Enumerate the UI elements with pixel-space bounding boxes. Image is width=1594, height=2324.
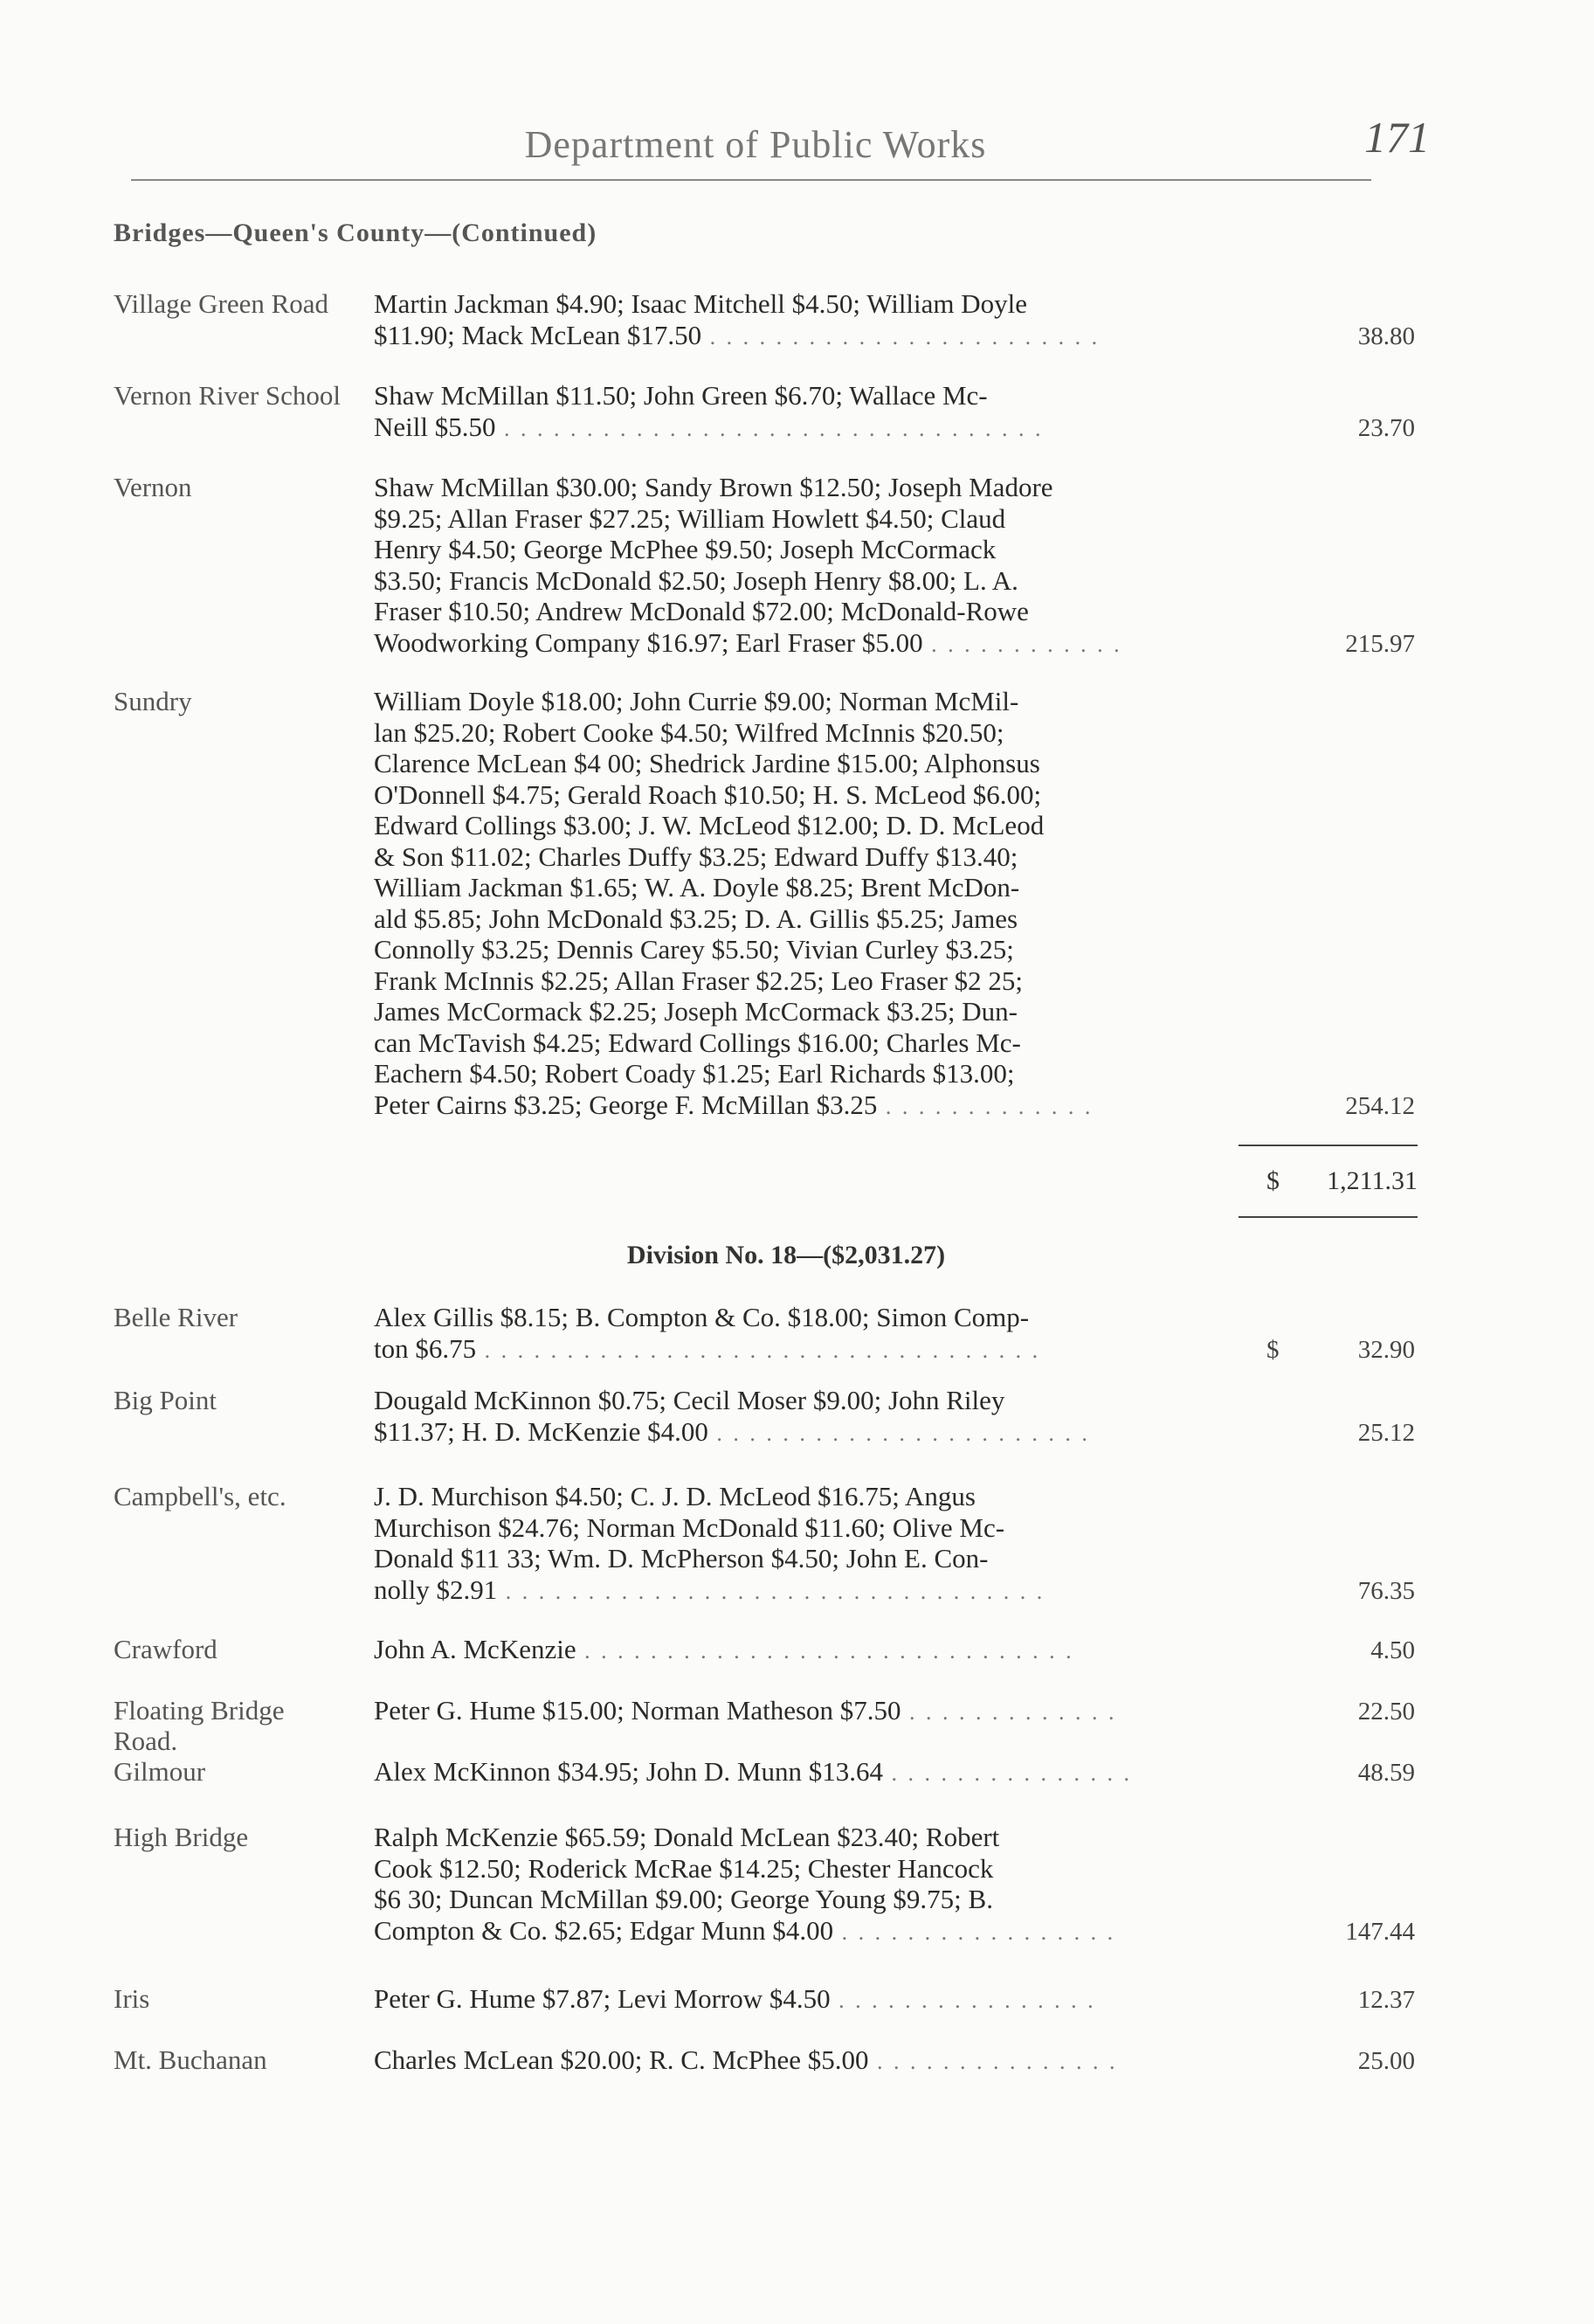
entry-amount: 254.12	[1345, 1091, 1415, 1120]
line-text: O'Donnell $4.75; Gerald Roach $10.50; H. S. McLeod $6.00;	[374, 778, 1042, 810]
entry-amount: 25.00	[1357, 2047, 1415, 2075]
entry-location: Campbell's, etc.	[114, 1481, 286, 1511]
line-text: Clarence McLean $4 00; Shedrick Jardine $15.00; Alphonsus	[374, 748, 1040, 778]
entry-location: Sundry	[114, 686, 192, 716]
description-line	[374, 288, 1247, 320]
line-text: can McTavish $4.25; Edward Collings $16.00; Charles Mc-	[374, 1027, 1021, 1058]
entry-amount: 4.50	[1370, 1636, 1415, 1664]
entry-amount: 12.37	[1357, 1986, 1415, 2014]
entry-amount: 147.44	[1345, 1917, 1415, 1946]
entry-location: Vernon	[114, 472, 192, 502]
description-line	[374, 596, 1247, 627]
entry-currency: $	[1266, 1335, 1280, 1364]
entry-description	[374, 1695, 1247, 1728]
entry-amount: 215.97	[1345, 629, 1415, 658]
line-text: Shaw McMillan $11.50; John Green $6.70; Wallace Mc-	[374, 380, 988, 411]
line-text: Fraser $10.50; Andrew McDonald $72.00; McDonald-Rowe	[374, 596, 1029, 626]
division-heading: Division No. 18—($2,031.27)	[626, 1241, 946, 1269]
entry-location: Belle River	[114, 1302, 238, 1332]
entry-description	[374, 1756, 1247, 1789]
line-text: Martin Jackman $4.90; Isaac Mitchell $4.50; William Doyle	[374, 288, 1028, 319]
description-line	[374, 1512, 1247, 1544]
entry-description	[374, 686, 1247, 1122]
description-line	[374, 380, 1247, 412]
line-text: $11.37; H. D. McKenzie $4.00	[374, 1415, 708, 1447]
line-text: Alex Gillis $8.15; B. Compton & Co. $18.00; Simon Comp-	[374, 1302, 1030, 1332]
entry-description	[374, 2044, 1247, 2078]
description-line	[374, 1416, 1247, 1449]
dot-leader: . . . . . . . . . . . . . . . .	[830, 1988, 1096, 2013]
description-line	[374, 1983, 1247, 2016]
running-header-title: Department of Public Works	[524, 123, 987, 166]
header-rule	[131, 179, 1371, 181]
line-text: J. D. Murchison $4.50; C. J. D. McLeod $16.75; Angus	[374, 1481, 976, 1511]
line-text: Henry $4.50; George McPhee $9.50; Joseph McCormack	[374, 534, 997, 564]
entry-location: Crawford	[114, 1634, 217, 1664]
line-text: Compton & Co. $2.65; Edgar Munn $4.00	[374, 1914, 834, 1946]
line-text: Edward Collings $3.00; J. W. McLeod $12.00; D. D. McLeod	[374, 810, 1045, 840]
description-line	[374, 1543, 1247, 1574]
description-line	[374, 965, 1247, 997]
line-text: Dougald McKinnon $0.75; Cecil Moser $9.00; John Riley	[374, 1385, 1005, 1415]
description-line	[374, 779, 1247, 811]
entry-amount: 32.90	[1357, 1335, 1415, 1364]
line-text: $6 30; Duncan McMillan $9.00; George Young $9.75; B.	[374, 1884, 993, 1914]
line-text: $3.50; Francis McDonald $2.50; Joseph Henry $8.00; L. A.	[374, 564, 1018, 596]
line-text: nolly $2.91	[374, 1574, 498, 1605]
line-text: Connolly $3.25; Dennis Carey $5.50; Vivian Curley $3.25;	[374, 934, 1014, 965]
description-line	[374, 1853, 1247, 1885]
line-text: & Son $11.02; Charles Duffy $3.25; Edward Duffy $13.40;	[374, 840, 1018, 872]
dot-leader: . . . . . . . . . . . . .	[877, 1093, 1094, 1119]
entry-amount: 22.50	[1357, 1698, 1415, 1726]
entry-description	[374, 1302, 1247, 1366]
description-line	[374, 872, 1247, 903]
line-text: $11.90; Mack McLean $17.50	[374, 319, 702, 350]
total-currency: $	[1266, 1166, 1280, 1195]
entry-location: High Bridge	[114, 1822, 249, 1852]
dot-leader: . . . . . . . . . . . . . . . . . . . . . . .	[707, 1420, 1090, 1446]
dot-leader: . . . . . . . . . . . . . . .	[882, 1760, 1132, 1786]
description-line	[374, 1481, 1247, 1512]
description-line	[374, 1058, 1247, 1089]
line-text: ton $6.75	[374, 1332, 477, 1364]
entry-amount: 38.80	[1357, 322, 1415, 350]
dot-leader: . . . . . . . . . . . . . . . . . . . . . . . .	[701, 323, 1101, 349]
line-text: James McCormack $2.25; Joseph McCormack $3.25; Dun-	[374, 996, 1018, 1027]
dot-leader: . . . . . . . . . . . . . . . . . . . . . . . . . . . . . .	[576, 1638, 1074, 1663]
description-line	[374, 903, 1247, 935]
description-line	[374, 2044, 1247, 2078]
description-line	[374, 996, 1247, 1027]
entry-description	[374, 1983, 1247, 2016]
description-line	[374, 1385, 1247, 1416]
entry-location: Big Point	[114, 1385, 217, 1415]
description-line	[374, 1884, 1247, 1915]
line-text: Donald $11 33; Wm. D. McPherson $4.50; John E. Con-	[374, 1543, 989, 1574]
total-rule-top	[1239, 1145, 1418, 1146]
dot-leader: . . . . . . . . . . . . . . . . . . . . . . . . . . . . . . . . . .	[476, 1337, 1041, 1363]
total-rule-bottom	[1239, 1216, 1418, 1218]
description-line	[374, 1756, 1247, 1789]
line-text: William Jackman $1.65; W. A. Doyle $8.25; Brent McDon-	[374, 872, 1020, 903]
line-text: lan $25.20; Robert Cooke $4.50; Wilfred McInnis $20.50;	[374, 716, 1004, 748]
line-text: William Doyle $18.00; John Currie $9.00; Norman McMil-	[374, 686, 1019, 716]
line-text: $9.25; Allan Fraser $27.25; William Howlett $4.50; Claud	[374, 502, 1006, 534]
entry-description	[374, 1385, 1247, 1449]
description-line	[374, 627, 1247, 661]
entry-amount: 25.12	[1357, 1418, 1415, 1447]
page-number: 171	[1364, 113, 1430, 162]
description-line	[374, 686, 1247, 717]
entry-amount: 48.59	[1357, 1759, 1415, 1787]
dot-leader: . . . . . . . . . . . . .	[901, 1699, 1117, 1725]
total-value: 1,211.31	[1327, 1166, 1418, 1195]
dot-leader: . . . . . . . . . . . .	[922, 631, 1122, 657]
entry-location: Vernon River School	[114, 380, 342, 411]
description-line	[374, 565, 1247, 597]
entry-location: Village Green Road	[114, 288, 329, 319]
line-text: Murchison $24.76; Norman McDonald $11.60; Olive Mc-	[374, 1511, 1005, 1543]
description-line	[374, 412, 1247, 445]
description-line	[374, 320, 1247, 353]
line-text: Ralph McKenzie $65.59; Donald McLean $23.40; Robert	[374, 1822, 1000, 1852]
description-line	[374, 534, 1247, 565]
entry-amount: 76.35	[1357, 1576, 1415, 1605]
line-text: Alex McKinnon $34.95; John D. Munn $13.64	[374, 1756, 883, 1787]
dot-leader: . . . . . . . . . . . . . . . . .	[833, 1919, 1116, 1945]
description-line	[374, 1089, 1247, 1123]
line-text: Peter G. Hume $7.87; Levi Morrow $4.50	[374, 1983, 831, 2014]
description-line	[374, 748, 1247, 779]
dot-leader: . . . . . . . . . . . . . . . . . . . . . . . . . . . . . . . . .	[497, 1578, 1045, 1604]
line-text: Cook $12.50; Roderick McRae $14.25; Chester Hancock	[374, 1852, 994, 1884]
line-text: Eachern $4.50; Robert Coady $1.25; Earl Richards $13.00;	[374, 1058, 1015, 1089]
description-line	[374, 1333, 1247, 1366]
entry-description	[374, 1822, 1247, 1947]
line-text: Neill $5.50	[374, 411, 496, 442]
entry-description	[374, 1634, 1247, 1667]
line-text: Charles McLean $20.00; R. C. McPhee $5.00	[374, 2044, 869, 2075]
entry-amount: 23.70	[1357, 413, 1415, 442]
entry-description	[374, 1481, 1247, 1607]
description-line	[374, 1915, 1247, 1948]
line-text: Shaw McMillan $30.00; Sandy Brown $12.50; Joseph Madore	[374, 472, 1053, 502]
entry-description	[374, 288, 1247, 352]
description-line	[374, 934, 1247, 965]
description-line	[374, 503, 1247, 535]
description-line	[374, 1027, 1247, 1059]
description-line	[374, 1695, 1247, 1728]
description-line	[374, 810, 1247, 841]
description-line	[374, 1822, 1247, 1853]
entry-location: Gilmour	[114, 1756, 206, 1787]
description-line	[374, 1574, 1247, 1608]
section-heading: Bridges—Queen's County—(Continued)	[114, 218, 597, 247]
line-text: ald $5.85; John McDonald $3.25; D. A. Gillis $5.25; James	[374, 903, 1018, 934]
entry-location: Iris	[114, 1983, 150, 2014]
entry-location: Floating Bridge Road.	[114, 1695, 285, 1756]
description-line	[374, 1302, 1247, 1333]
dot-leader: . . . . . . . . . . . . . . . . . . . . . . . . . . . . . . . . .	[495, 415, 1044, 441]
description-line	[374, 472, 1247, 503]
dot-leader: . . . . . . . . . . . . . . .	[868, 2049, 1118, 2074]
line-text: Woodworking Company $16.97; Earl Fraser $5.00	[374, 626, 923, 658]
entry-location: Mt. Buchanan	[114, 2044, 267, 2075]
line-text: Peter G. Hume $15.00; Norman Matheson $7.50	[374, 1695, 901, 1726]
entry-description	[374, 472, 1247, 660]
entry-description	[374, 380, 1247, 444]
description-line	[374, 1634, 1247, 1667]
line-text: Frank McInnis $2.25; Allan Fraser $2.25; Leo Fraser $2 25;	[374, 965, 1024, 996]
line-text: Peter Cairns $3.25; George F. McMillan $3.25	[374, 1089, 878, 1120]
description-line	[374, 717, 1247, 749]
line-text: John A. McKenzie	[374, 1634, 576, 1664]
description-line	[374, 841, 1247, 873]
